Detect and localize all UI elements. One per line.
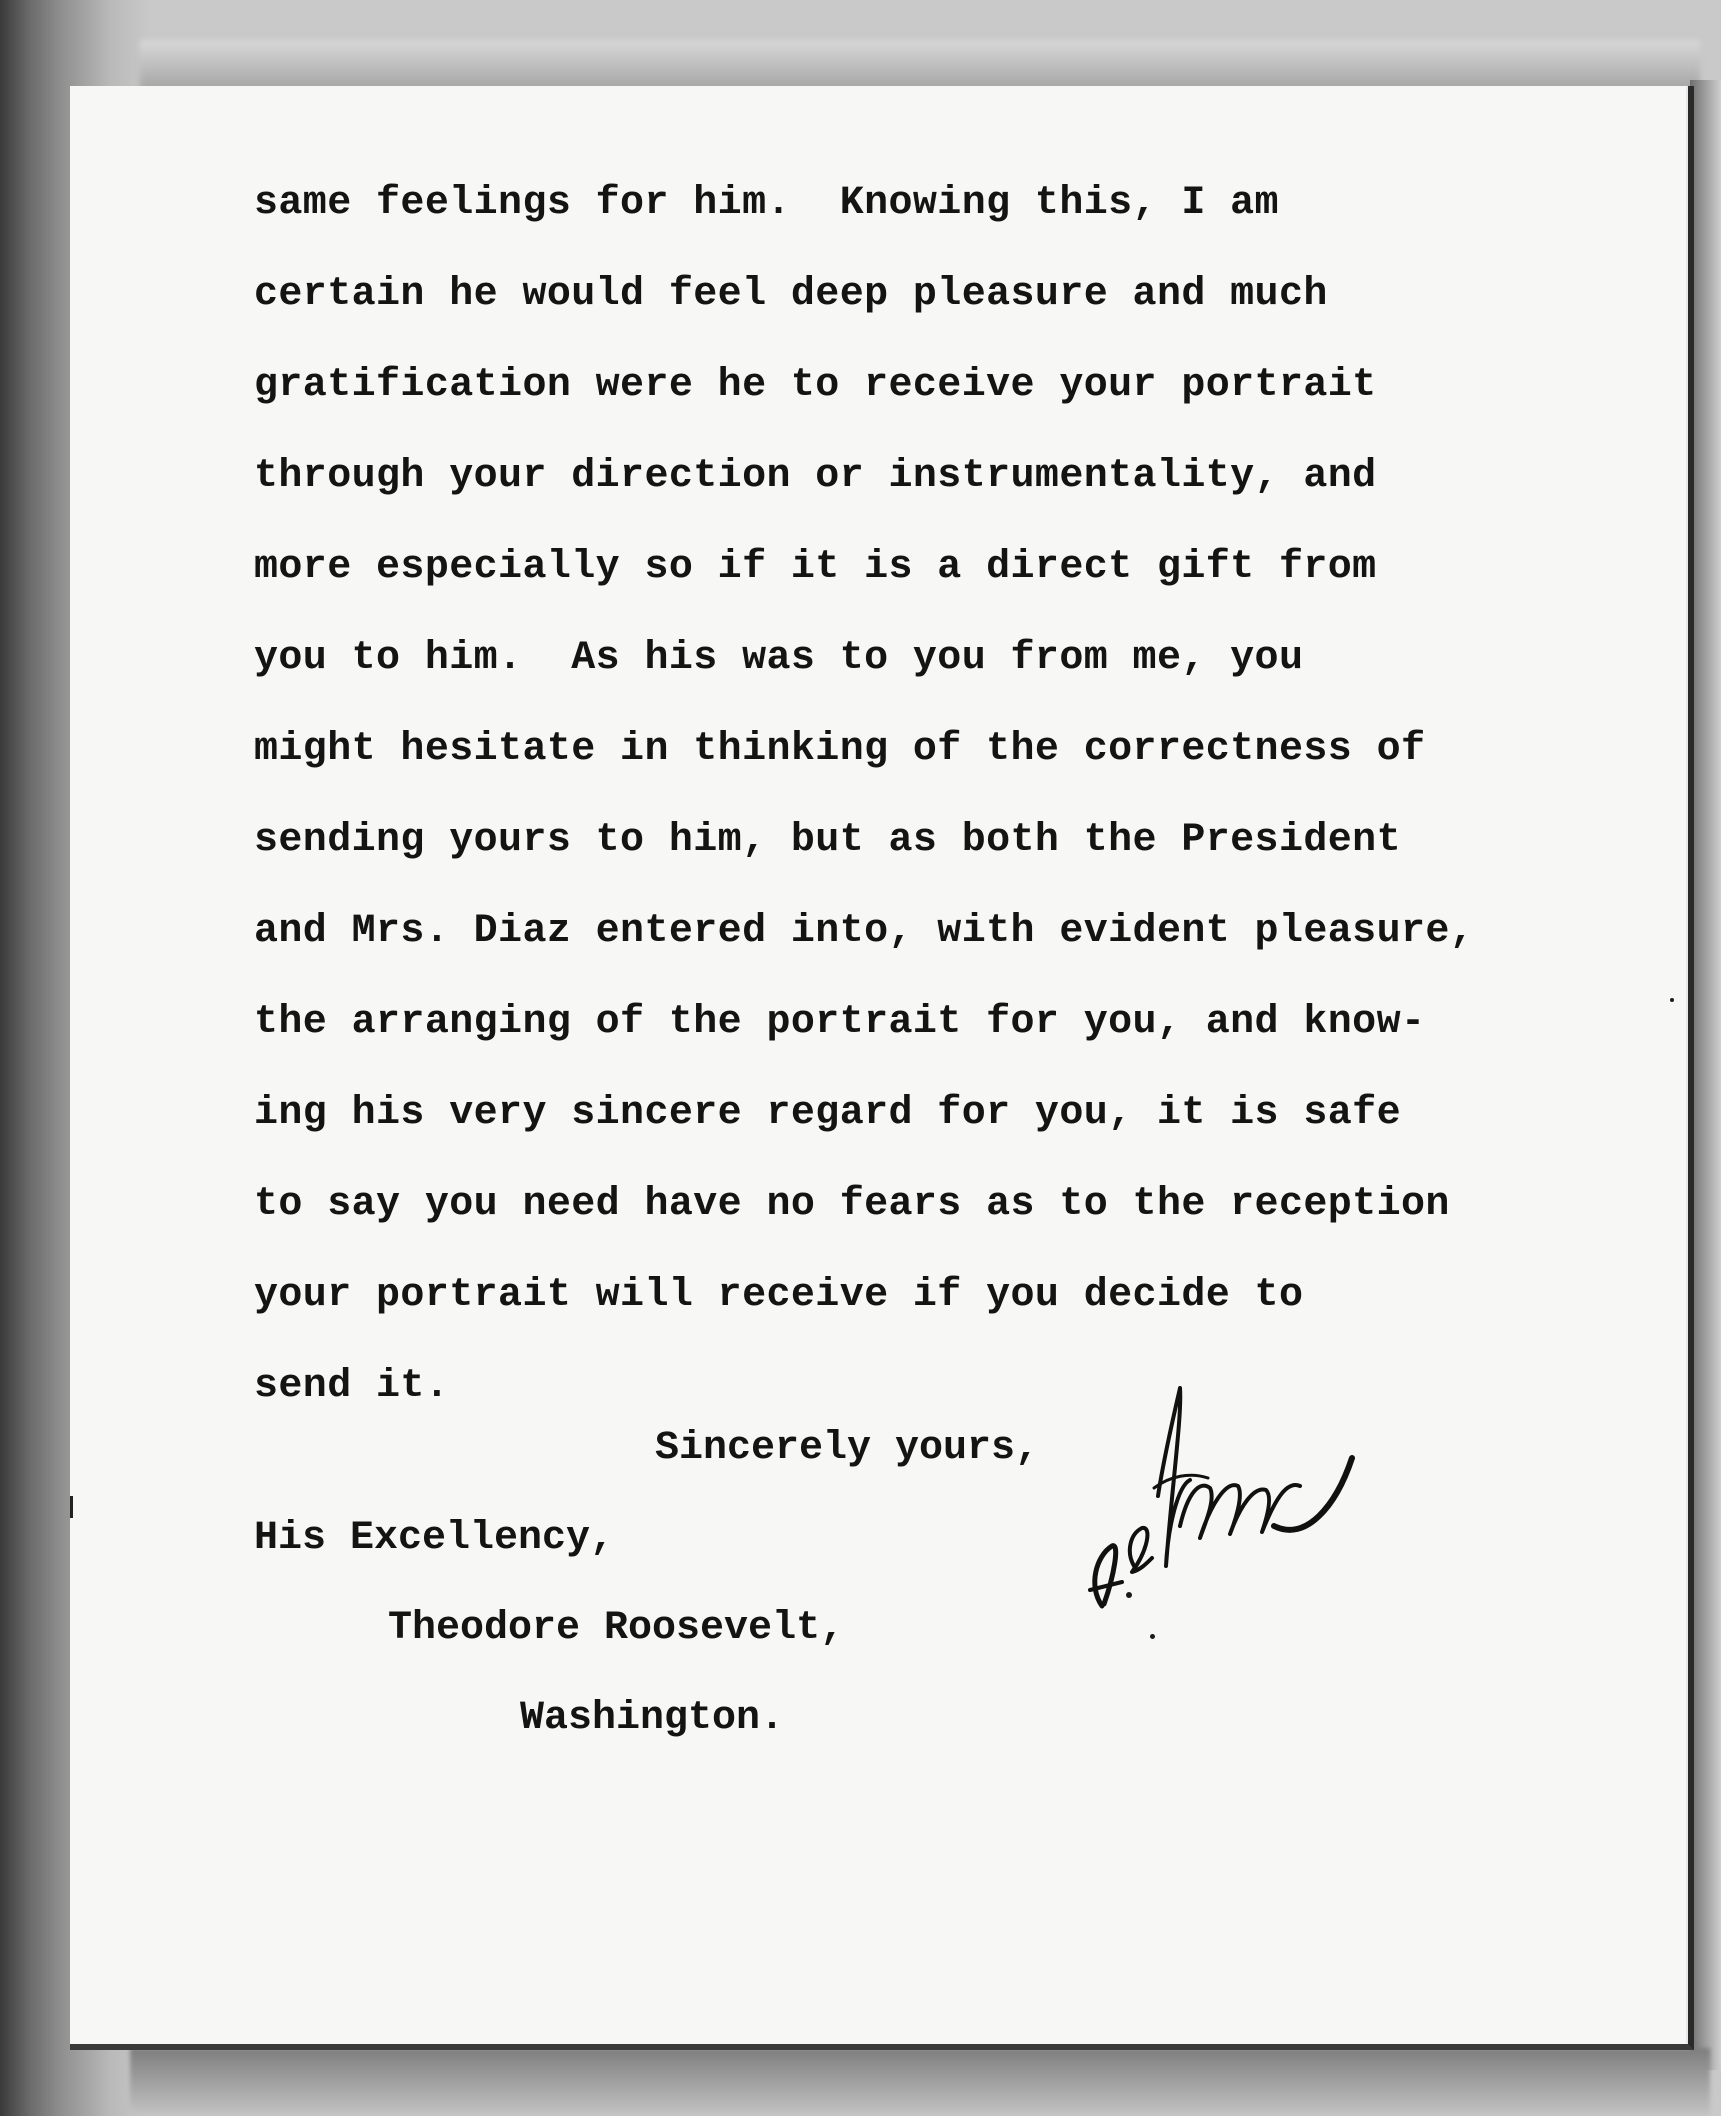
letter-line: certain he would feel deep pleasure and much bbox=[254, 272, 1328, 317]
letter-line: might hesitate in thinking of the correctness of bbox=[254, 727, 1426, 772]
letter-page bbox=[70, 86, 1694, 2050]
letter-line: ing his very sincere regard for you, it is safe bbox=[254, 1091, 1401, 1136]
letter-line: to say you need have no fears as to the reception bbox=[254, 1182, 1450, 1227]
addressee-salutation: His Excellency, bbox=[254, 1516, 615, 1561]
letter-body bbox=[254, 158, 1614, 1432]
page-shadow-right bbox=[1690, 80, 1721, 2070]
letter-line: and Mrs. Diaz entered into, with evident pleasure, bbox=[254, 909, 1475, 954]
ink-speck bbox=[1126, 1592, 1132, 1598]
letter-line: your portrait will receive if you decide to bbox=[254, 1273, 1304, 1318]
letter-closing: Sincerely yours, bbox=[655, 1426, 1040, 1471]
letter-line: gratification were he to receive your portrait bbox=[254, 363, 1377, 408]
page-shadow-bottom bbox=[130, 2048, 1710, 2116]
letter-line: send it. bbox=[254, 1364, 450, 1409]
letter-line: same feelings for him. Knowing this, I am bbox=[254, 181, 1279, 226]
letter-line: the arranging of the portrait for you, and know- bbox=[254, 1000, 1426, 1045]
letter-line: more especially so if it is a direct gift from bbox=[254, 545, 1377, 590]
addressee-place: Washington. bbox=[520, 1696, 785, 1741]
handwritten-signature bbox=[1030, 1376, 1360, 1656]
addressee-name: Theodore Roosevelt, bbox=[388, 1606, 845, 1651]
ink-speck bbox=[1150, 1634, 1155, 1639]
edge-mark bbox=[70, 1496, 73, 1518]
letter-line: through your direction or instrumentality, and bbox=[254, 454, 1377, 499]
ink-speck bbox=[1670, 998, 1674, 1002]
letter-line: sending yours to him, but as both the President bbox=[254, 818, 1401, 863]
letter-line: you to him. As his was to you from me, you bbox=[254, 636, 1304, 681]
